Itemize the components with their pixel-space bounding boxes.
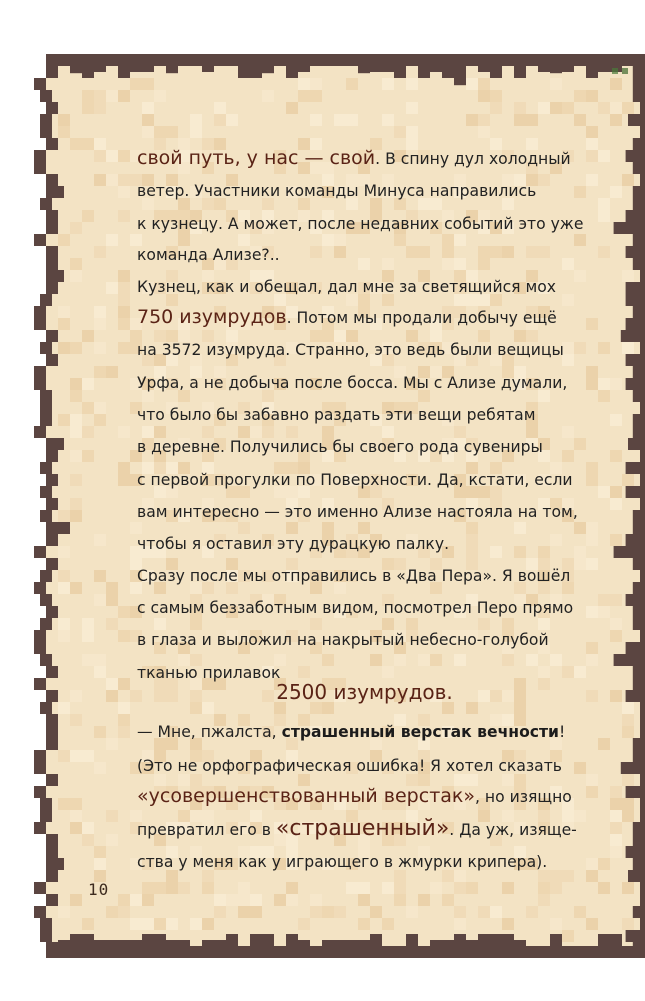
text-line: (Это не орфографическая ошибка! Я хотел сказать [137, 757, 562, 775]
highlight-phrase: свой путь, у нас — свой [137, 147, 376, 169]
text-line: — Мне, пжалста, страшенный верстак вечности! [137, 723, 566, 741]
text-line: на 3572 изумруда. Странно, это ведь были вещицы [137, 341, 564, 359]
text-line: к кузнецу. А может, после недавних событий это уже [137, 215, 584, 233]
text-line: с самым беззаботным видом, посмотрел Перо прямо [137, 599, 574, 617]
text-line: команда Ализе?.. [137, 246, 280, 264]
text-line: Кузнец, как и обещал, дал мне за светящийся мох [137, 278, 557, 296]
highlight-phrase: «страшенный» [275, 816, 450, 841]
highlight-phrase: «усовершенствованный верстак» [137, 785, 476, 807]
highlight-phrase: 750 изумрудов [137, 306, 287, 328]
text-line: с первой прогулки по Поверхности. Да, кстати, если [137, 471, 573, 489]
text-line: Урфа, а не добыча после босса. Мы с Ализе думали, [137, 374, 568, 392]
centered-highlight-line [137, 682, 592, 704]
text-line: «усовершенствованный верстак», но изящно [137, 785, 572, 807]
text-line: в деревне. Получились бы своего рода сувениры [137, 438, 543, 456]
text-line: превратил его в «страшенный». Да уж, изяще- [137, 816, 577, 841]
text-line: свой путь, у нас — свой. В спину дул холодный [137, 147, 571, 169]
text-line: вам интересно — это именно Ализе настояла на том, [137, 503, 578, 521]
text-line: в глаза и выложил на накрытый небесно-голубой [137, 631, 549, 649]
text-line: Сразу после мы отправились в «Два Пера». Я вошёл [137, 567, 571, 585]
text-line: тканью прилавок [137, 664, 281, 682]
text-line: ства у меня как у играющего в жмурки крипера). [137, 853, 548, 871]
text-line: 750 изумрудов. Потом мы продали добычу ещё [137, 306, 557, 328]
bold-phrase: страшенный верстак вечности [281, 723, 559, 741]
highlight-phrase: 2500 изумрудов. [276, 680, 453, 704]
text-line: что было бы забавно раздать эти вещи ребятам [137, 406, 536, 424]
text-line: чтобы я оставил эту дурацкую палку. [137, 535, 450, 553]
text-line: ветер. Участники команды Минуса направились [137, 182, 537, 200]
page-number: 10 [88, 880, 110, 899]
